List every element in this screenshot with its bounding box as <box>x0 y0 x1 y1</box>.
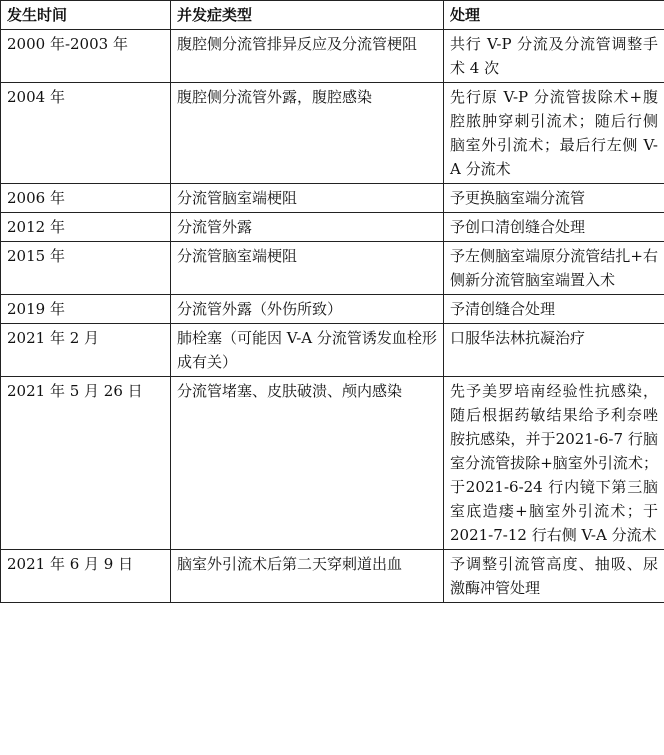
header-handling: 处理 <box>444 1 664 30</box>
cell-type: 腹腔侧分流管排异反应及分流管梗阻 <box>171 30 444 83</box>
cell-handling: 先行原 V-P 分流管拔除术+腹腔脓肿穿刺引流术；随后行侧脑室外引流术；最后行左侧 V-A 分流术 <box>444 83 664 184</box>
table-row <box>1 242 664 295</box>
cell-type: 分流管脑室端梗阻 <box>171 242 444 295</box>
table-row <box>1 295 664 324</box>
cell-time: 2021 年 6 月 9 日 <box>1 550 171 603</box>
table-row <box>1 184 664 213</box>
cell-handling: 予调整引流管高度、抽吸、尿激酶冲管处理 <box>444 550 664 603</box>
table-row <box>1 377 664 550</box>
table-row <box>1 30 664 83</box>
cell-type: 脑室外引流术后第二天穿刺道出血 <box>171 550 444 603</box>
cell-time: 2000 年-2003 年 <box>1 30 171 83</box>
cell-type: 肺栓塞（可能因 V-A 分流管诱发血栓形成有关） <box>171 324 444 377</box>
cell-time: 2021 年 2 月 <box>1 324 171 377</box>
header-type: 并发症类型 <box>171 1 444 30</box>
cell-time: 2021 年 5 月 26 日 <box>1 377 171 550</box>
cell-type: 分流管堵塞、皮肤破溃、颅内感染 <box>171 377 444 550</box>
cell-handling: 予左侧脑室端原分流管结扎+右侧新分流管脑室端置入术 <box>444 242 664 295</box>
cell-handling: 予更换脑室端分流管 <box>444 184 664 213</box>
cell-type: 分流管脑室端梗阻 <box>171 184 444 213</box>
cell-handling: 先予美罗培南经验性抗感染，随后根据药敏结果给予利奈唑胺抗感染，并于2021-6-7 行脑室分流管拔除+脑室外引流术；于2021-6-24 行内镜下第三脑室底造瘘+脑室外引流术；于2021-7-12 行右侧 V-A 分流术 <box>444 377 664 550</box>
table-row <box>1 213 664 242</box>
header-row <box>1 1 664 30</box>
cell-time: 2004 年 <box>1 83 171 184</box>
cell-handling: 予清创缝合处理 <box>444 295 664 324</box>
cell-time: 2019 年 <box>1 295 171 324</box>
cell-type: 分流管外露 <box>171 213 444 242</box>
cell-handling: 口服华法林抗凝治疗 <box>444 324 664 377</box>
cell-handling: 共行 V-P 分流及分流管调整手术 4 次 <box>444 30 664 83</box>
header-time: 发生时间 <box>1 1 171 30</box>
cell-time: 2012 年 <box>1 213 171 242</box>
table-row <box>1 550 664 603</box>
cell-time: 2006 年 <box>1 184 171 213</box>
cell-type: 腹腔侧分流管外露，腹腔感染 <box>171 83 444 184</box>
table-row <box>1 324 664 377</box>
cell-type: 分流管外露（外伤所致） <box>171 295 444 324</box>
cell-handling: 予创口清创缝合处理 <box>444 213 664 242</box>
cell-time: 2015 年 <box>1 242 171 295</box>
table-row <box>1 83 664 184</box>
